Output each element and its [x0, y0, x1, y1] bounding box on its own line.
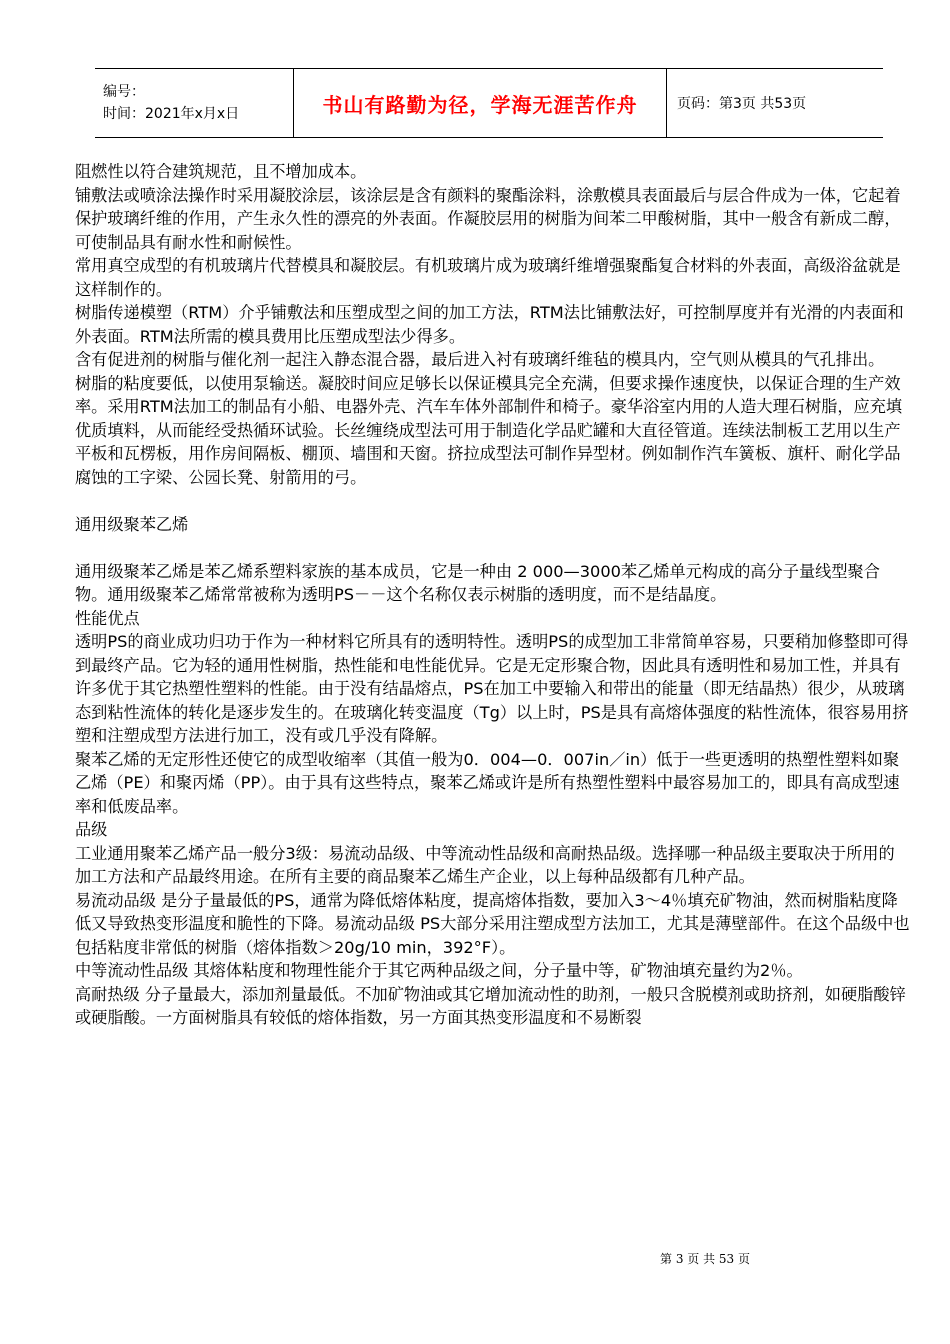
paragraph: 树脂的粘度要低，以使用泵输送。凝胶时间应足够长以保证模具完全充满，但要求操作速度快，以保证合理的生产效率。采用RTM法加工的制品有小船、电器外壳、汽车车体外部制件和椅子。豪华浴室内用的人造大理石树脂，应充填优质填料，从而能经受热循环试验。长丝缠绕成型法可用于制造化学品贮罐和大直径管道。连续法制板工艺用以生产平板和瓦楞板，用作房间隔板、棚顶、墙围和天窗。挤拉成型法可制作异型材。例如制作汽车簧板、旗杆、耐化学品腐蚀的工字梁、公园长凳、射箭用的弓。: [75, 373, 903, 487]
paragraph: 铺敷法或喷涂法操作时采用凝胶涂层，该涂层是含有颜料的聚酯涂料，涂敷模具表面最后与层合件成为一体，它起着保护玻璃纤维的作用，产生永久性的漂亮的外表面。作凝胶层用的树脂为间苯二甲酸树脂，其中一般含有新成二醇，可使制品具有耐水性和耐候性。: [75, 185, 901, 252]
header-page-label: 页码：第3页 共53页: [677, 96, 807, 112]
paragraph: 高耐热级 分子量最大，添加剂量最低。不加矿物油或其它增加流动性的助剂，一般只含脱模剂或助挤剂，如硬脂酸锌或硬脂酸。一方面树脂具有较低的熔体指数，另一方面其热变形温度和不易断裂: [75, 984, 906, 1027]
header-motto: 书山有路勤为径，学海无涯苦作舟: [293, 69, 667, 137]
paragraph: 阻燃性以符合建筑规范，且不增加成本。: [75, 162, 367, 181]
subheading: 性能优点: [75, 608, 140, 628]
paragraph: 常用真空成型的有机玻璃片代替模具和凝胶层。有机玻璃片成为玻璃纤维增强聚酯复合材料的外表面，高级浴盆就是这样制作的。: [75, 256, 901, 299]
time-label: 时间：2021年x月x日: [103, 106, 240, 122]
paragraph: 中等流动性品级 其熔体粘度和物理性能介于其它两种品级之间，分子量中等，矿物油填充量约为2％。: [75, 961, 803, 980]
document-body: [75, 160, 910, 1030]
paragraph: 聚苯乙烯的无定形性还使它的成型收缩率（其值一般为0．004—0．007in／in）低于一些更透明的热塑性塑料如聚乙烯（PE）和聚丙烯（PP）。由于具有这些特点，聚苯乙烯或许是所有热塑性塑料中最容易加工的，即具有高成型速率和低废品率。: [75, 749, 900, 816]
blank-line: [75, 536, 910, 560]
document-header: [95, 68, 883, 138]
paragraph: 树脂传递模塑（RTM）介乎铺敷法和压塑成型之间的加工方法，RTM法比铺敷法好，可控制厚度并有光滑的内表面和外表面。RTM法所需的模具费用比压塑成型法少得多。: [75, 303, 904, 346]
paragraph: 易流动品级 是分子量最低的PS，通常为降低熔体粘度，提高熔体指数，要加入3～4％填充矿物油，然而树脂粘度降低又导致热变形温度和脆性的下降。易流动品级 PS大部分采用注塑成型方法加工，尤其是薄壁部件。在这个品级中也包括粘度非常低的树脂（熔体指数＞20g/10 min，392°F）。: [75, 890, 910, 957]
paragraph: 通用级聚苯乙烯是苯乙烯系塑料家族的基本成员，它是一种由 2 000—3000苯乙烯单元构成的高分子量线型聚合物。通用级聚苯乙烯常常被称为透明PS－－这个名称仅表示树脂的透明度，而不是结晶度。: [75, 561, 880, 604]
page-footer: 第 3 页 共 53 页: [660, 1252, 750, 1266]
paragraph: 工业通用聚苯乙烯产品一般分3级：易流动品级、中等流动性品级和高耐热品级。选择哪一种品级主要取决于所用的加工方法和产品最终用途。在所有主要的商品聚苯乙烯生产企业，以上每种品级都有几种产品。: [75, 843, 895, 886]
subheading: 品级: [75, 820, 108, 839]
blank-line: [75, 489, 910, 513]
section-heading: 通用级聚苯乙烯: [75, 514, 189, 534]
paragraph: 含有促进剂的树脂与催化剂一起注入静态混合器，最后进入衬有玻璃纤维毡的模具内，空气则从模具的气孔排出。: [75, 350, 885, 369]
number-label: 编号：: [103, 84, 145, 100]
paragraph: 透明PS的商业成功归功于作为一种材料它所具有的透明特性。透明PS的成型加工非常简单容易，只要稍加修整即可得到最终产品。它为轻的通用性树脂，热性能和电性能优异。它是无定形聚合物，因此具有透明性和易加工性，并具有许多优于其它热塑性塑料的性能。由于没有结晶熔点，PS在加工中要输入和带出的能量（即无结晶热）很少，从玻璃态到粘性流体的转化是逐步发生的。在玻璃化转变温度（Tg）以上时，PS是具有高熔体强度的粘性流体，很容易用挤塑和注塑成型方法进行加工，没有或几乎没有降解。: [75, 632, 909, 745]
header-meta: [95, 69, 293, 137]
